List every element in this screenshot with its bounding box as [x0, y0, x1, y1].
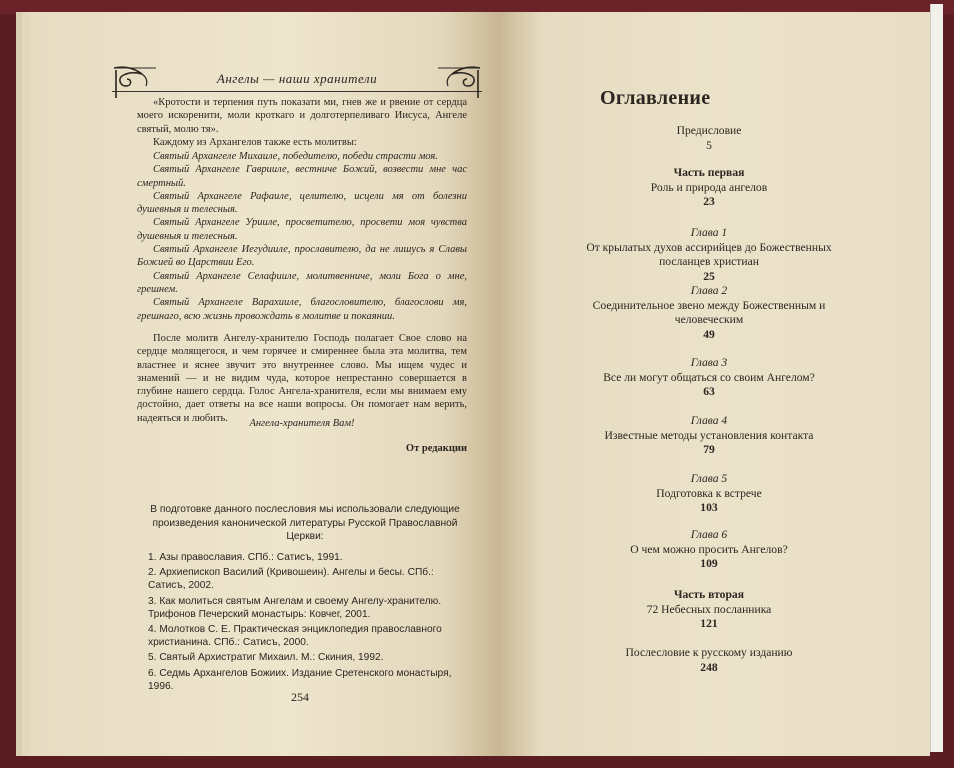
toc-page: 79 [703, 443, 715, 456]
running-header [112, 64, 482, 92]
prayer-line: Святый Архангеле Иегудииле, прославителю, да не лишусь я Славы Божией во Царствии Его. [137, 244, 467, 269]
toc-part-heading: Часть вторая [673, 588, 744, 601]
source-item: 1. Азы православия. СПб.: Сатисъ, 1991. [148, 552, 343, 563]
prayer-line: Святый Архангеле Михаиле, победителю, победи страсти моя. [153, 151, 438, 162]
toc-entry-part-2 [540, 588, 878, 632]
toc-label: Соединительное звено между Божественным и человеческим [592, 298, 826, 326]
toc-chapter-heading: Глава 6 [690, 528, 728, 541]
page-edge [930, 4, 943, 752]
sources-heading: В подготовке данного послесловия мы использовали следующие произведения канонической литературы Русской Православной Церкви: [150, 504, 460, 543]
toc-entry-part-1 [540, 166, 878, 210]
toc-entry-chapter-4 [540, 414, 878, 458]
toc-entry-chapter-5 [540, 472, 878, 516]
prayer-line: Святый Архангеле Варахииле, благословителю, благослови мя, грешнаго, всю жизнь провождать в молитве и покаянии. [137, 297, 467, 322]
toc-page: 109 [700, 557, 718, 570]
afterword-paragraph: После молитв Ангелу-хранителю Господь полагает Свое слово на сердце молящегося, и чем горячее и смиреннее была эта молитва, тем властнее и яснее звучит это внутреннее слово. Мы ищем чудес и знамений — и не видим чуда, которое непрестанно совершается в глубине нашего сердца. Голос Ангела-хранителя, если мы внимаем ему достойно, дает ответы на все наши вопросы. Он помогает нам верить, надеяться и любить. [137, 333, 467, 424]
toc-page: 248 [700, 660, 718, 674]
toc-label: О чем можно просить Ангелов? [630, 542, 788, 556]
toc-page: 121 [700, 617, 718, 630]
closing-wish: Ангела-хранителя Вам! [249, 418, 355, 429]
toc-page: 63 [703, 385, 715, 398]
toc-chapter-heading: Глава 5 [690, 472, 728, 485]
toc-chapter-heading: Глава 4 [690, 414, 728, 427]
editor-signature: От редакции [405, 443, 467, 454]
toc-entry-chapter-3 [540, 356, 878, 400]
toc-label: Подготовка к встрече [656, 486, 762, 500]
toc-label: От крылатых духов ассирийцев до Божественных посланцев христиан [586, 240, 832, 268]
archangels-intro: Каждому из Архангелов также есть молитвы: [153, 137, 357, 148]
corner-ornament-right-icon [434, 64, 482, 100]
toc-label: 72 Небесных посланника [646, 602, 772, 616]
toc-label: Все ли могут общаться со своим Ангелом? [603, 370, 815, 384]
toc-entry-chapter-6 [540, 528, 878, 572]
running-head-title: Ангелы — наши хранители [216, 71, 378, 86]
toc-entry-chapter-1 [540, 226, 878, 284]
toc-label: Роль и природа ангелов [650, 180, 768, 194]
prayer-quote: «Кротости и терпения путь показати ми, гнев же и рвение от сердца моего искоренити, моли кроткаго и долготерпеливаго Иисуса, Ангеле святый, молю тя». [137, 97, 467, 135]
toc-entry-afterword [540, 646, 878, 675]
prayer-line: Святый Архангеле Уриилe, просветителю, просвети моя чувства душевныя и телесныя. [137, 217, 467, 242]
toc-entry-preface [540, 124, 878, 153]
toc-chapter-heading: Глава 2 [690, 284, 728, 297]
toc-label: Известные методы установления контакта [604, 428, 814, 442]
prayer-line: Святый Архангеле Селафииле, молитвенниче, моли Бога о мне, грешнем. [137, 270, 467, 295]
toc-label: Предисловие [676, 124, 742, 137]
page-number: 254 [291, 690, 309, 704]
header-rule [112, 91, 482, 92]
toc-chapter-heading: Глава 1 [690, 226, 728, 239]
toc-entry-chapter-2 [540, 284, 878, 342]
source-item: 2. Архиепископ Василий (Кривошеин). Ангелы и бесы. СПб.: Сатисъ, 2002. [148, 567, 434, 592]
prayer-line: Святый Архангеле Гаврииле, вестниче Божий, возвести мне час смертный. [137, 164, 467, 189]
source-item: 3. Как молиться святым Ангелам и своему Ангелу-хранителю. Трифонов Печерский монастырь: Ковчег, 2001. [148, 595, 442, 620]
source-item: 6. Седмь Архангелов Божиих. Издание Сретенского монастыря, 1996. [148, 667, 452, 692]
toc-page: 103 [700, 501, 718, 514]
toc-page: 5 [706, 138, 712, 152]
toc-page: 23 [703, 195, 715, 208]
toc-page: 25 [703, 269, 715, 283]
toc-page: 49 [703, 327, 715, 341]
source-item: 5. Святый Архистратиг Михаил. М.: Скиния, 1992. [148, 652, 384, 664]
archangel-prayers [137, 150, 467, 323]
prayer-line: Святый Архангеле Рафаиле, целителю, исцели мя от болезни душевныя и телесныя. [137, 190, 467, 216]
toc-title: Оглавление [600, 87, 711, 109]
source-item: 4. Молотков С. Е. Практическая энциклопедия православного христианина. СПб.: Сатисъ, 2000. [148, 624, 442, 649]
toc-label: Послесловие к русскому изданию [625, 646, 793, 659]
toc-chapter-heading: Глава 3 [690, 356, 728, 369]
sources-list [148, 551, 468, 695]
toc-part-heading: Часть первая [673, 166, 745, 179]
